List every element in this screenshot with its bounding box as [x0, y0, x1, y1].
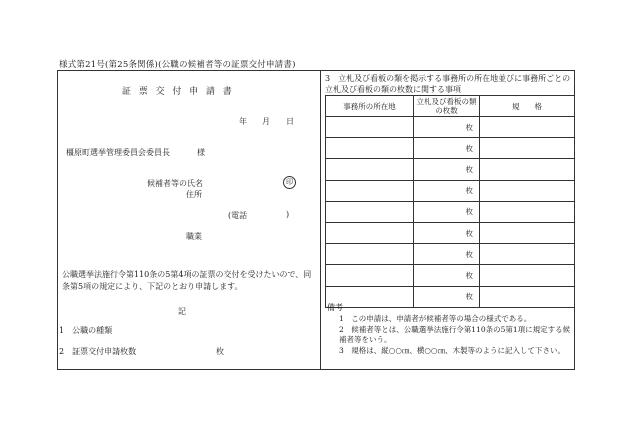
- spec-cell[interactable]: [480, 201, 575, 222]
- application-body-text: 公職選挙法施行令第110条の5第4項の証票の交付を受けたいので、同条第5項の規定により、下記のとおり申請します。: [62, 270, 312, 291]
- remark-item: 3 規格は、縦○○㎝、横○○㎝、木製等のように記入して下さい。: [339, 345, 565, 355]
- item-certificate-count: 2 証票交付申請枚数: [59, 347, 137, 356]
- sign-count-cell[interactable]: 枚: [414, 244, 480, 265]
- sign-table-row: [326, 222, 575, 243]
- spec-cell[interactable]: [480, 159, 575, 180]
- sign-table-row: [326, 159, 575, 180]
- sign-table-row: [326, 201, 575, 222]
- sign-table-row: [326, 265, 575, 286]
- certificate-count-unit: 枚: [216, 347, 224, 356]
- sign-table-row: [326, 286, 575, 307]
- sign-table-row: [326, 138, 575, 159]
- phone-close-paren: ): [286, 210, 290, 219]
- phone-label: (電話: [228, 211, 248, 220]
- item-office-type: 1 公職の種類: [59, 326, 113, 335]
- sign-table: [325, 95, 575, 308]
- sign-table-row: [326, 180, 575, 201]
- sign-count-cell[interactable]: 枚: [414, 286, 480, 307]
- remark-item: 2 候補者等とは、公職選挙法施行令第110条の5第1項に規定する候補者等をいう。: [339, 324, 571, 345]
- date-day-label: 日: [286, 117, 294, 126]
- sign-table-header-row: [326, 96, 575, 117]
- form-label: 様式第21号(第25条関係)(公職の候補者等の証票交付申請書): [59, 60, 296, 70]
- spec-cell[interactable]: [480, 117, 575, 138]
- spec-cell[interactable]: [480, 265, 575, 286]
- seal-mark: 印: [283, 176, 296, 189]
- office-location-cell[interactable]: [326, 201, 414, 222]
- sign-count-cell[interactable]: 枚: [414, 180, 480, 201]
- sign-count-cell[interactable]: 枚: [414, 222, 480, 243]
- date-month-label: 月: [262, 117, 270, 126]
- sign-count-cell[interactable]: 枚: [414, 138, 480, 159]
- date-year-label: 年: [239, 117, 247, 126]
- remarks-heading: 備考: [327, 303, 343, 312]
- honorific: 様: [197, 148, 205, 157]
- remarks-list: [327, 314, 575, 356]
- document-title: 証票交付申請書: [122, 87, 240, 97]
- office-location-cell[interactable]: [326, 159, 414, 180]
- spec-cell[interactable]: [480, 138, 575, 159]
- office-location-cell[interactable]: [326, 244, 414, 265]
- spec-cell[interactable]: [480, 222, 575, 243]
- office-location-cell[interactable]: [326, 117, 414, 138]
- candidate-name-label: 候補者等の氏名: [147, 179, 203, 188]
- occupation-label: 職業: [186, 232, 202, 241]
- spec-cell[interactable]: [480, 286, 575, 307]
- office-location-cell[interactable]: [326, 180, 414, 201]
- sign-count-cell[interactable]: 枚: [414, 201, 480, 222]
- office-location-cell[interactable]: [326, 265, 414, 286]
- header-sign-count: 立札及び看板の類の枚数: [414, 96, 480, 117]
- addressee: 橿原町選挙管理委員会委員長: [66, 148, 170, 157]
- sign-count-cell[interactable]: 枚: [414, 117, 480, 138]
- remark-item: 1 この申請は、申請者が候補者等の場合の様式である。: [339, 314, 532, 323]
- sign-count-cell[interactable]: 枚: [414, 159, 480, 180]
- address-label: 住所: [186, 190, 202, 199]
- ki-heading: 記: [178, 307, 186, 316]
- header-spec: 規 格: [480, 96, 575, 117]
- column-divider: [320, 70, 321, 370]
- header-office-location: 事務所の所在地: [326, 96, 414, 117]
- section3-heading: 3 立札及び看板の類を掲示する事務所の所在地並びに事務所ごとの立札及び看板の類の枚数に関する事項: [325, 74, 571, 94]
- sign-table-row: [326, 244, 575, 265]
- office-location-cell[interactable]: [326, 138, 414, 159]
- sign-table-row: [326, 117, 575, 138]
- spec-cell[interactable]: [480, 180, 575, 201]
- sign-count-cell[interactable]: 枚: [414, 265, 480, 286]
- office-location-cell[interactable]: [326, 222, 414, 243]
- spec-cell[interactable]: [480, 244, 575, 265]
